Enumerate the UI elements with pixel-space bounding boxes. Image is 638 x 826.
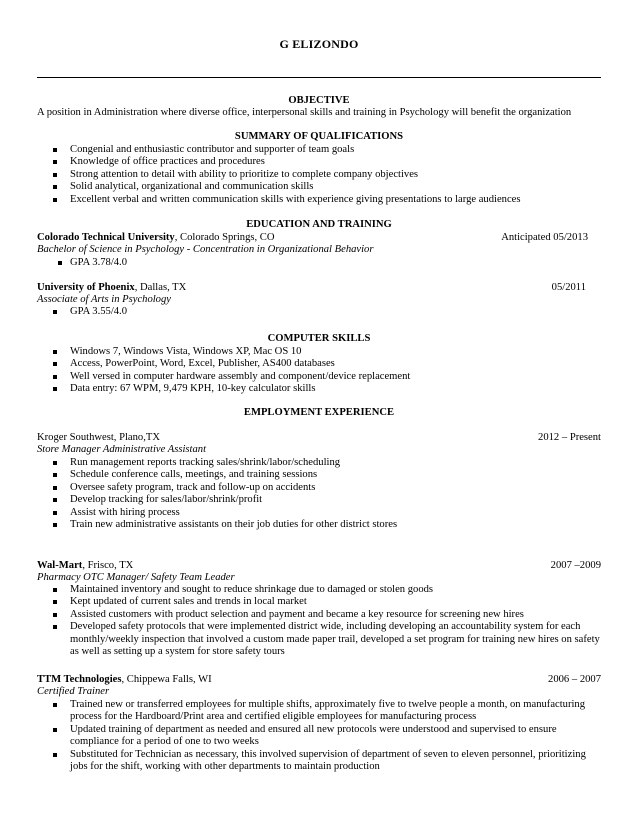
employer: Wal-Mart <box>37 560 83 571</box>
duty-item: Assist with hiring process <box>37 507 601 519</box>
summary-list <box>37 144 601 206</box>
job-dates: 2012 – Present <box>538 432 601 443</box>
job-title: Certified Trainer <box>37 686 110 697</box>
duty-item: Oversee safety program, track and follow-up on accidents <box>37 482 601 494</box>
duty-item: Assisted customers with product selection and payment and became a key resource for screening new hires <box>37 609 601 621</box>
school-name: University of Phoenix <box>37 282 135 293</box>
summary-heading: SUMMARY OF QUALIFICATIONS <box>234 131 404 142</box>
job-duties <box>37 457 601 531</box>
job-header <box>37 674 601 686</box>
duty-item: Trained new or transferred employees for multiple shifts, approximately five to twelve people a month, on manufacturing process for the Hardboard/Print area and certified eligible employees for manufacturing process <box>37 699 601 724</box>
duty-item: Kept updated of current sales and trends in local market <box>37 596 601 608</box>
job-dates: 2006 – 2007 <box>548 674 601 685</box>
summary-item: Congenial and enthusiastic contributor and supporter of team goals <box>37 144 601 156</box>
employer: Kroger Southwest, Plano,TX <box>37 432 160 443</box>
employer-location: , Chippewa Falls, WI <box>121 674 212 685</box>
employer-location: , Frisco, TX <box>82 560 134 571</box>
objective-heading: OBJECTIVE <box>288 95 350 106</box>
school-name: Colorado Technical University <box>37 232 175 243</box>
school-date: 05/2011 <box>551 282 586 293</box>
degree: Bachelor of Science in Psychology - Concentration in Organizational Behavior <box>37 244 374 255</box>
job-duties <box>37 699 601 773</box>
job-title: Pharmacy OTC Manager/ Safety Team Leader <box>37 572 235 583</box>
duty-item: Developed safety protocols that were implemented district wide, including developing an accountability system for each monthly/weekly inspection that involved a custom made paper trail, developed a set program for training new hires on safety as well as setting up a system for store safety tours <box>37 621 601 658</box>
job-header <box>37 560 601 572</box>
skill-item: Well versed in computer hardware assembly and component/device replacement <box>37 371 601 383</box>
gpa-list <box>37 257 601 269</box>
summary-item: Excellent verbal and written communication skills with experience giving presentations to large audiences <box>37 194 601 206</box>
summary-item: Solid analytical, organizational and communication skills <box>37 181 601 193</box>
school-line <box>37 282 601 294</box>
degree: Associate of Arts in Psychology <box>37 294 171 305</box>
school-location: , Dallas, TX <box>134 282 187 293</box>
duty-item: Updated training of department as needed and ensured all new protocols were understood and supervised to ensure compliance for a period of one to two weeks <box>37 724 601 749</box>
summary-item: Strong attention to detail with ability to prioritize to complete company objectives <box>37 169 601 181</box>
job-header <box>37 432 601 444</box>
duty-item: Maintained inventory and sought to reduce shrinkage due to damaged or stolen goods <box>37 584 601 596</box>
school-location: , Colorado Springs, CO <box>174 232 275 243</box>
school-date: Anticipated 05/2013 <box>501 232 588 243</box>
employment-heading: EMPLOYMENT EXPERIENCE <box>243 407 395 418</box>
duty-item: Run management reports tracking sales/shrink/labor/scheduling <box>37 457 601 469</box>
computer-skills-heading: COMPUTER SKILLS <box>267 333 371 344</box>
objective-text: A position in Administration where diverse office, interpersonal skills and training in Psychology will benefit the organization <box>37 107 572 118</box>
gpa-list <box>37 306 601 318</box>
gpa: GPA 3.78/4.0 <box>37 257 601 269</box>
duty-item: Train new administrative assistants on their job duties for other district stores <box>37 519 601 531</box>
summary-item: Knowledge of office practices and procedures <box>37 156 601 168</box>
header-divider <box>37 77 601 78</box>
school-line <box>37 232 601 244</box>
duty-item: Develop tracking for sales/labor/shrink/profit <box>37 494 601 506</box>
job-duties <box>37 584 601 658</box>
duty-item: Substituted for Technician as necessary, this involved supervision of department of seven to eleven personnel, prioritizing jobs for the shift, working with other departments to maintain production <box>37 749 601 774</box>
job-title: Store Manager Administrative Assistant <box>37 444 207 455</box>
education-heading: EDUCATION AND TRAINING <box>246 219 392 230</box>
candidate-name: G ELIZONDO <box>279 37 359 51</box>
job-dates: 2007 –2009 <box>550 560 601 571</box>
duty-item: Schedule conference calls, meetings, and training sessions <box>37 469 601 481</box>
gpa: GPA 3.55/4.0 <box>37 306 601 318</box>
skill-item: Data entry: 67 WPM, 9,479 KPH, 10-key calculator skills <box>37 383 601 395</box>
skill-item: Windows 7, Windows Vista, Windows XP, Mac OS 10 <box>37 346 601 358</box>
skill-item: Access, PowerPoint, Word, Excel, Publisher, AS400 databases <box>37 358 601 370</box>
employer: TTM Technologies <box>37 674 122 685</box>
computer-skills-list <box>37 346 601 396</box>
